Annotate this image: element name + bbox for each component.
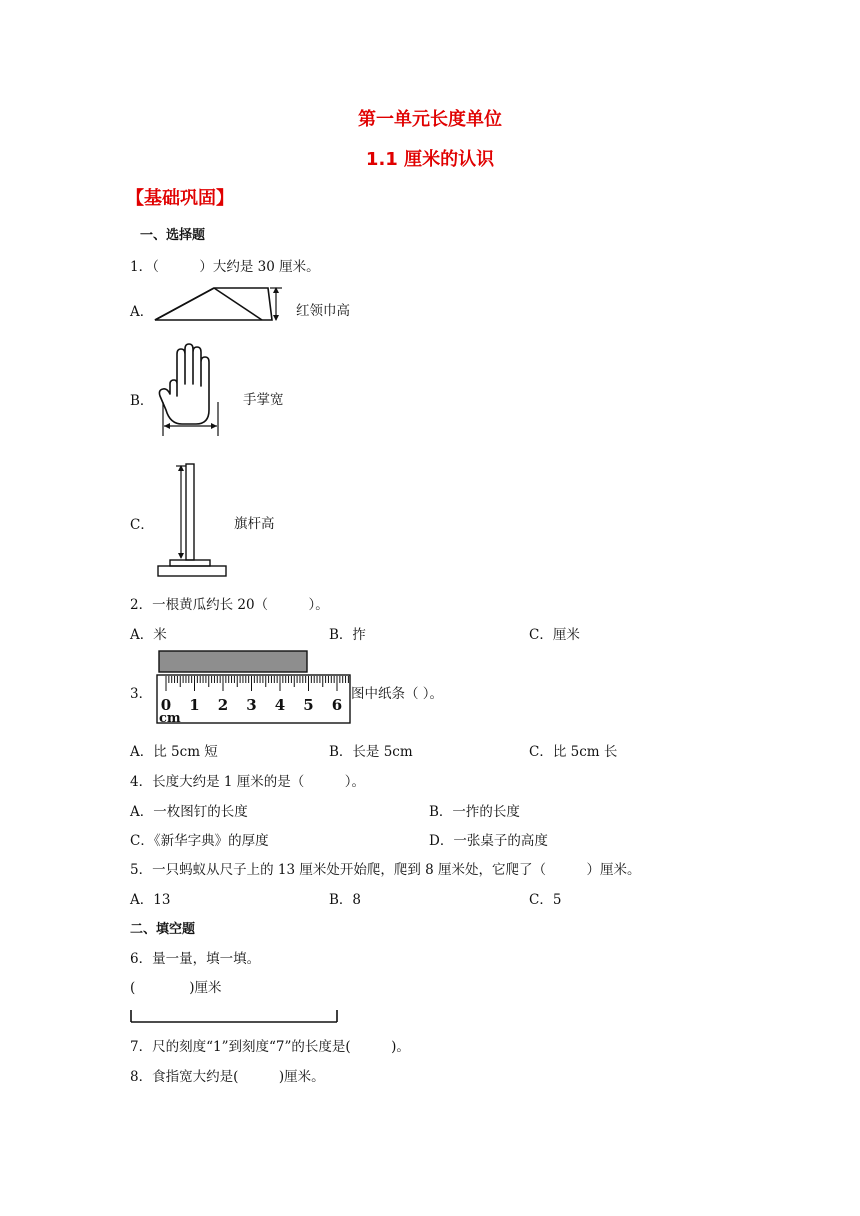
q5-option-c: C．5 [529, 892, 562, 908]
ruler-tick-label: 5 [303, 696, 314, 714]
q7-text: 7．尺的刻度“1”到刻度“7”的长度是( )。 [130, 1039, 410, 1055]
q4-option-d: D．一张桌子的高度 [429, 833, 548, 849]
choice-heading: 一、选择题 [140, 228, 206, 243]
ruler-figure [156, 650, 352, 726]
q2-option-b: B．拃 [329, 627, 366, 643]
ruler-tick-label: 0 [160, 696, 172, 714]
ruler-tick-label: 3 [246, 696, 257, 714]
q5-text: 5．一只蚂蚁从尺子上的 13 厘米处开始爬，爬到 8 厘米处，它爬了（ ）厘米。 [130, 862, 641, 878]
q3-option-a: A．比 5cm 短 [130, 744, 218, 760]
q4-option-a: A．一枚图钉的长度 [130, 804, 248, 820]
ruler-unit: cm [159, 711, 181, 726]
paper-strip [159, 651, 307, 672]
q4-option-b: B．一拃的长度 [429, 804, 520, 820]
ruler-tick-label: 6 [331, 696, 343, 714]
q4-text: 4．长度大约是 1 厘米的是（ ）。 [130, 774, 366, 790]
q6-blank: ( )厘米 [130, 980, 222, 996]
unit-title: 第一单元长度单位 [358, 109, 502, 130]
section-label: 【基础巩固】 [126, 188, 234, 209]
q3-text: 图中纸条（ ）。 [351, 686, 444, 702]
q1-option-c-label: 旗杆高 [234, 516, 275, 532]
q1-option-b-label: 手掌宽 [243, 392, 284, 408]
flagpole-figure [156, 462, 230, 580]
fill-heading: 二、填空题 [130, 922, 196, 937]
lesson-title: 1.1 厘米的认识 [365, 149, 495, 170]
q3-option-c: C．比 5cm 长 [529, 744, 618, 760]
ruler-tick-label: 2 [217, 696, 229, 714]
q2-text: 2．一根黄瓜约长 20（ ）。 [130, 597, 329, 613]
q2-option-a: A．米 [130, 627, 167, 643]
q2-option-c: C．厘米 [529, 627, 580, 643]
q3-number: 3． [130, 686, 153, 702]
scarf-figure [150, 284, 290, 326]
q1-option-b-letter: B． [130, 393, 154, 409]
hand-figure [158, 344, 224, 438]
q1-text: 1．（ ）大约是 30 厘米。 [130, 259, 320, 275]
q4-option-c: C．《新华字典》的厚度 [130, 833, 269, 849]
ruler-tick-label: 4 [274, 696, 286, 714]
q1-option-a-label: 红领巾高 [296, 303, 350, 319]
q5-option-b: B．8 [329, 892, 362, 908]
q8-text: 8．食指宽大约是( )厘米。 [130, 1069, 325, 1085]
q5-option-a: A．13 [130, 892, 171, 908]
q3-option-b: B．长是 5cm [329, 744, 413, 760]
ruler-tick-label: 1 [189, 696, 200, 714]
measure-segment [129, 1008, 341, 1024]
q1-option-a-letter: A． [130, 304, 154, 320]
q1-option-c-letter: C． [130, 517, 154, 533]
q6-text: 6．量一量，填一填。 [130, 951, 261, 967]
